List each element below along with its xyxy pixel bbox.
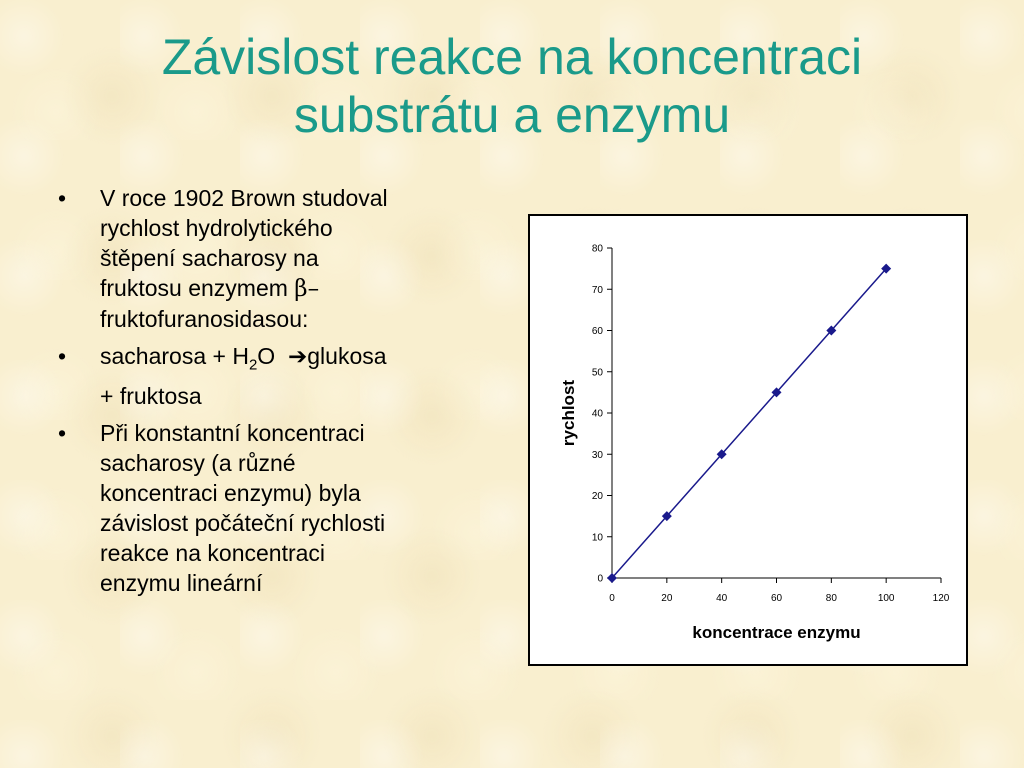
x-tick-label: 40: [716, 593, 728, 604]
y-tick-label: 0: [597, 573, 603, 585]
slide-title: [60, 28, 964, 144]
x-tick-label: 120: [932, 593, 950, 604]
bullet-text-line: enzymu lineární: [100, 569, 263, 596]
reaction-part: sacharosa + H: [100, 343, 249, 369]
bullet-text-line: fruktofuranosidasou:: [100, 306, 309, 332]
bullet-text-line: rychlost hydrolytického: [100, 215, 333, 241]
y-tick-label: 50: [591, 367, 603, 379]
x-tick-label: 20: [661, 593, 673, 604]
y-tick-label: 70: [591, 284, 603, 296]
y-tick-label: 10: [591, 532, 603, 544]
reaction-part: O: [257, 343, 288, 369]
bullet-text-line: reakce na koncentraci: [100, 539, 326, 566]
title-line-2: substrátu a enzymu: [293, 87, 731, 143]
x-tick-label: 80: [825, 593, 837, 604]
bullet-marker: •: [58, 185, 67, 211]
bullet-text-line: Při konstantní koncentraci: [100, 419, 365, 446]
y-tick-label: 60: [591, 326, 603, 337]
line-chart: [530, 216, 966, 664]
bullet-text-line: + fruktosa: [100, 382, 202, 409]
y-tick-label: 40: [591, 408, 603, 420]
bullet-text-line: závislost počáteční rychlosti: [100, 509, 386, 536]
y-axis-title: rychlost: [559, 379, 578, 447]
bullet-text-line: V roce 1902 Brown studoval: [100, 185, 388, 211]
bullet-list: [58, 183, 478, 605]
bullet-text-line: štěpení sacharosy na: [100, 245, 319, 271]
bullet-item-reaction: [58, 341, 478, 411]
bullet-marker: •: [58, 343, 67, 369]
x-axis-title: koncentrace enzymu: [692, 623, 861, 642]
beta-symbol: β–: [294, 276, 320, 302]
arrow-icon: ➔: [287, 344, 308, 370]
bullet-item-linear: [58, 418, 478, 598]
subscript-two: 2: [248, 356, 258, 374]
series-line: [612, 269, 886, 578]
reaction-part: glukosa: [307, 343, 387, 369]
y-tick-label: 80: [591, 243, 603, 255]
x-tick-label: 0: [609, 593, 615, 604]
bullet-marker: •: [58, 419, 67, 446]
chart-frame: [528, 214, 968, 666]
title-line-1: Závislost reakce na koncentraci: [161, 29, 863, 85]
x-tick-label: 60: [770, 593, 783, 604]
bullet-text-line: koncentraci enzymu) byla: [100, 479, 361, 506]
y-tick-label: 20: [591, 491, 603, 502]
bullet-text-line: fruktosu enzymem: [100, 275, 295, 301]
y-tick-label: 30: [591, 449, 603, 461]
bullet-item-brown: [58, 183, 478, 334]
x-tick-label: 100: [877, 593, 895, 604]
bullet-text-line: sacharosy (a různé: [100, 449, 296, 476]
